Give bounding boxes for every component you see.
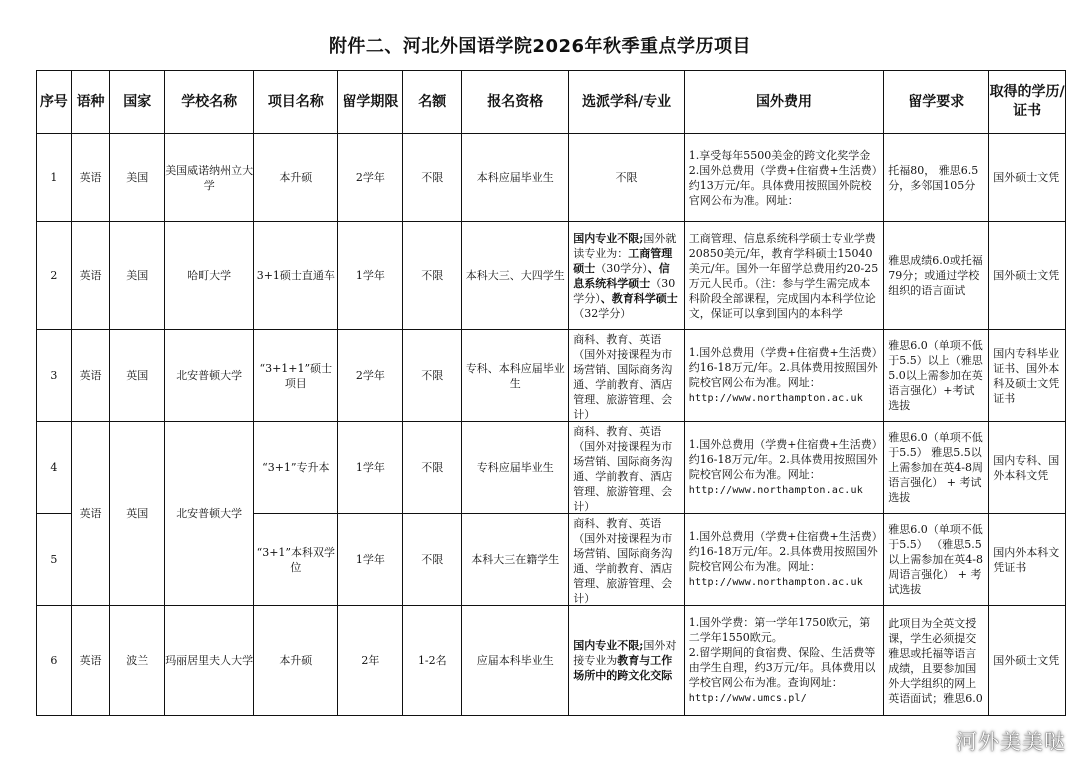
row-project: “3+1”本科双学位 bbox=[254, 514, 338, 606]
requirement-text: 雅思6.0（单项不低于5.5）以上（雅思5.0以上需参加在英语言强化）+考试选拔 bbox=[888, 339, 983, 412]
row-quota: 不限 bbox=[403, 134, 462, 222]
row-number: 3 bbox=[37, 330, 72, 422]
table-row bbox=[37, 222, 1066, 330]
row-certificate bbox=[989, 606, 1066, 716]
row-school: 玛丽居里夫人大学 bbox=[165, 606, 254, 716]
major-text: 商科、教育、英语（国外对接课程为市场营销、国际商务沟通、学前教育、酒店管理、旅游管理、会计） bbox=[573, 516, 673, 604]
row-school: 哈町大学 bbox=[165, 222, 254, 330]
projects-table bbox=[36, 70, 1066, 716]
row-requirement bbox=[884, 222, 989, 330]
header-requirement: 留学要求 bbox=[884, 71, 989, 134]
row-requirement bbox=[884, 422, 989, 514]
major-bold-text: 、信息系统科学硕士 bbox=[573, 261, 670, 290]
row-major bbox=[569, 422, 684, 514]
header-no: 序号 bbox=[37, 71, 72, 134]
row-major bbox=[569, 222, 684, 330]
fee-text: 2.留学期间的食宿费、保险、生活费等由学生自理，约3万元/年。具体费用以学校官网公布为准。查询网址： bbox=[688, 646, 876, 689]
major-text: （30学分） bbox=[573, 276, 676, 305]
row-quota: 不限 bbox=[403, 422, 462, 514]
row-project: 本升硕 bbox=[254, 134, 338, 222]
row-requirement bbox=[884, 606, 989, 716]
major-bold-text: 国内专业不限; bbox=[573, 639, 644, 652]
row-country: 英国 bbox=[110, 330, 165, 422]
header-eligibility: 报名资格 bbox=[462, 71, 569, 134]
fee-text: 1.国外总费用（学费+住宿费+生活费）约16-18万元/年。2.具体费用按照国外院校官网公布为准。网址： bbox=[688, 438, 878, 481]
fee-text: 工商管理、信息系统科学硕士专业学费20850美元/年，教育学科硕士15040美元/年。国外一年留学总费用约20-25万元人民币。（注：参与学生需完成本科阶段全部课程，完成国内本科学位论文，保证可以拿到国内的本科学 bbox=[688, 231, 879, 320]
row-number: 2 bbox=[37, 222, 72, 330]
certificate-text: 国内外本科文凭证书 bbox=[993, 545, 1060, 574]
fee-text: 1.享受每年5500美金的跨文化奖学金 2.国外总费用（学费+住宿费+生活费）约13万元/年。具体费用按照国外院校官网公布为准。网址： bbox=[688, 148, 878, 207]
row-quota: 不限 bbox=[403, 222, 462, 330]
header-language: 语种 bbox=[71, 71, 110, 134]
header-country: 国家 bbox=[110, 71, 165, 134]
row-quota: 不限 bbox=[403, 330, 462, 422]
row-major bbox=[569, 514, 684, 606]
fee-url: http://www.umcs.pl/ bbox=[688, 693, 807, 704]
certificate-text: 国内专科、国外本科文凭 bbox=[993, 453, 1060, 482]
major-text: 国外就读专业为： bbox=[573, 231, 677, 260]
major-text: 国外对接专业为 bbox=[573, 639, 677, 667]
document-title: 附件二、河北外国语学院2026年秋季重点学历项目 bbox=[328, 36, 752, 57]
table-row bbox=[37, 134, 1066, 222]
row-number: 6 bbox=[37, 606, 72, 716]
row-duration: 2学年 bbox=[338, 330, 403, 422]
header-fee: 国外费用 bbox=[684, 71, 883, 134]
header-certificate: 取得的学历/证书 bbox=[989, 71, 1066, 134]
row-fee bbox=[684, 514, 883, 606]
row-requirement bbox=[884, 514, 989, 606]
row-school: 北安普顿大学 bbox=[165, 422, 254, 606]
row-certificate bbox=[989, 422, 1066, 514]
watermark: 河外美美哒 bbox=[956, 730, 1066, 754]
major-text: （32学分） bbox=[573, 306, 632, 320]
row-fee bbox=[684, 222, 883, 330]
requirement-text: 此项目为全英文授课，学生必须提交雅思或托福等语言成绩，且要参加国外大学组织的网上英语面试；雅思6.0 bbox=[888, 616, 983, 705]
certificate-text: 国外硕士文凭 bbox=[993, 654, 1060, 667]
header-duration: 留学期限 bbox=[338, 71, 403, 134]
row-quota: 1-2名 bbox=[403, 606, 462, 716]
requirement-text: 托福80， 雅思6.5分，多邻国105分 bbox=[888, 163, 979, 192]
row-project: “3+1”专升本 bbox=[254, 422, 338, 514]
fee-url: http://www.northampton.ac.uk bbox=[688, 393, 863, 404]
row-eligibility: 专科应届毕业生 bbox=[462, 422, 569, 514]
row-certificate bbox=[989, 514, 1066, 606]
row-certificate bbox=[989, 330, 1066, 422]
row-country: 美国 bbox=[110, 222, 165, 330]
major-bold-text: 、教育科学硕士 bbox=[600, 291, 678, 305]
row-duration: 1学年 bbox=[338, 514, 403, 606]
row-country: 英国 bbox=[110, 422, 165, 606]
fee-url: http://www.northampton.ac.uk bbox=[688, 577, 863, 588]
header-row bbox=[37, 71, 1066, 134]
major-text: 商科、教育、英语（国外对接课程为市场营销、国际商务沟通、学前教育、酒店管理、旅游管理、会计） bbox=[573, 332, 673, 420]
major-text: 商科、教育、英语（国外对接课程为市场营销、国际商务沟通、学前教育、酒店管理、旅游管理、会计） bbox=[573, 424, 673, 512]
row-project: “3+1+1”硕士项目 bbox=[254, 330, 338, 422]
row-certificate bbox=[989, 134, 1066, 222]
certificate-text: 国内专科毕业证书、国外本科及硕士文凭证书 bbox=[993, 346, 1060, 405]
certificate-text: 国外硕士文凭 bbox=[993, 269, 1060, 282]
row-number: 5 bbox=[37, 514, 72, 606]
row-language: 英语 bbox=[71, 330, 110, 422]
row-eligibility: 本科大三在籍学生 bbox=[462, 514, 569, 606]
requirement-text: 雅思成绩6.0或托福79分；或通过学校组织的语言面试 bbox=[888, 254, 983, 297]
row-duration: 2学年 bbox=[338, 134, 403, 222]
row-eligibility: 应届本科毕业生 bbox=[462, 606, 569, 716]
header-major: 选派学科/专业 bbox=[569, 71, 684, 134]
certificate-text: 国外硕士文凭 bbox=[993, 171, 1060, 184]
table-row bbox=[37, 606, 1066, 716]
row-fee bbox=[684, 330, 883, 422]
requirement-text: 雅思6.0（单项不低于5.5） 雅思5.5以上需参加在英4-8周语言强化） + 考试选拔 bbox=[888, 431, 983, 504]
table-row bbox=[37, 422, 1066, 514]
row-requirement bbox=[884, 134, 989, 222]
row-eligibility: 本科大三、大四学生 bbox=[462, 222, 569, 330]
row-number: 1 bbox=[37, 134, 72, 222]
row-fee bbox=[684, 134, 883, 222]
row-requirement bbox=[884, 330, 989, 422]
header-quota: 名额 bbox=[403, 71, 462, 134]
requirement-text: 雅思6.0（单项不低于5.5） （雅思5.5以上需参加在英4-8周语言强化） + 考试选拔 bbox=[888, 523, 983, 596]
header-school: 学校名称 bbox=[165, 71, 254, 134]
row-quota: 不限 bbox=[403, 514, 462, 606]
row-project: 3+1硕士直通车 bbox=[254, 222, 338, 330]
row-country: 波兰 bbox=[110, 606, 165, 716]
major-bold-text: 教育与工作场所中的跨文化交际 bbox=[573, 654, 673, 682]
row-language: 英语 bbox=[71, 422, 110, 606]
row-school: 北安普顿大学 bbox=[165, 330, 254, 422]
row-eligibility: 本科应届毕业生 bbox=[462, 134, 569, 222]
row-number: 4 bbox=[37, 422, 72, 514]
row-certificate bbox=[989, 222, 1066, 330]
row-project: 本升硕 bbox=[254, 606, 338, 716]
row-school: 美国威诺纳州立大学 bbox=[165, 134, 254, 222]
row-duration: 1学年 bbox=[338, 222, 403, 330]
major-bold-text: 工商管理硕士 bbox=[573, 246, 673, 275]
row-language: 英语 bbox=[71, 134, 110, 222]
row-fee bbox=[684, 606, 883, 716]
table-row bbox=[37, 330, 1066, 422]
row-eligibility: 专科、本科应届毕业生 bbox=[462, 330, 569, 422]
major-bold-text: 国内专业不限; bbox=[573, 231, 644, 245]
row-fee bbox=[684, 422, 883, 514]
fee-url: http://www.northampton.ac.uk bbox=[688, 485, 863, 496]
fee-text: 1.国外学费：第一学年1750欧元，第二学年1550欧元。 bbox=[688, 616, 871, 644]
major-text: （30学分） bbox=[595, 261, 648, 275]
header-project: 项目名称 bbox=[254, 71, 338, 134]
fee-text: 1.国外总费用（学费+住宿费+生活费）约16-18万元/年。2.具体费用按照国外院校官网公布为准。网址： bbox=[688, 346, 878, 389]
row-duration: 2年 bbox=[338, 606, 403, 716]
row-language: 英语 bbox=[71, 222, 110, 330]
row-major bbox=[569, 606, 684, 716]
row-major: 不限 bbox=[569, 134, 684, 222]
row-language: 英语 bbox=[71, 606, 110, 716]
row-duration: 1学年 bbox=[338, 422, 403, 514]
fee-text: 1.国外总费用（学费+住宿费+生活费）约16-18万元/年。2.具体费用按照国外院校官网公布为准。网址： bbox=[688, 530, 878, 573]
row-major bbox=[569, 330, 684, 422]
row-country: 美国 bbox=[110, 134, 165, 222]
